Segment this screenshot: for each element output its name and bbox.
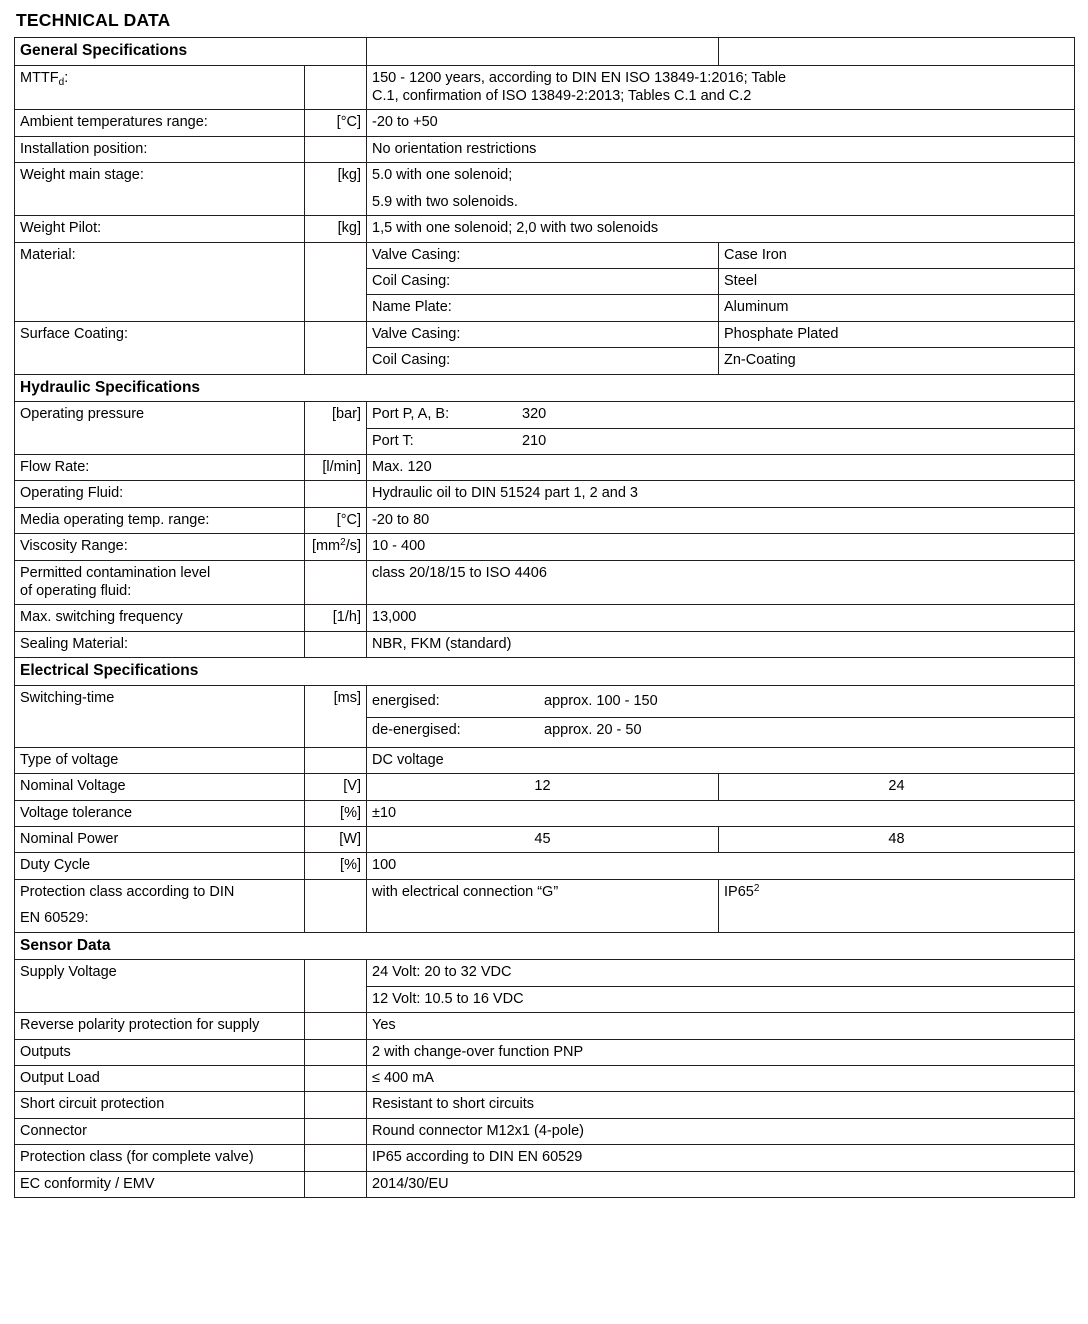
table-row xyxy=(15,1039,1075,1065)
switching-time-name-1: de-energised: xyxy=(372,722,461,739)
row-value-voltage-type: DC voltage xyxy=(367,747,1075,773)
table-row xyxy=(15,136,1075,162)
table-row xyxy=(15,242,1075,268)
table-row xyxy=(15,1118,1075,1144)
table-row xyxy=(15,685,1075,717)
table-row xyxy=(15,507,1075,533)
table-row xyxy=(15,747,1075,773)
row-label-media-temp: Media operating temp. range: xyxy=(15,507,305,533)
section-header-row-electrical xyxy=(15,658,1075,686)
switching-time-value-0: approx. 100 - 150 xyxy=(544,692,658,709)
row-value-contamination: class 20/18/15 to ISO 4406 xyxy=(367,560,1075,605)
table-row xyxy=(15,321,1075,347)
row-unit-voltage-tolerance: [%] xyxy=(305,800,367,826)
table-row xyxy=(15,1092,1075,1118)
row-unit-protection-class xyxy=(305,879,367,932)
table-row xyxy=(15,1013,1075,1039)
row-label-nominal-voltage: Nominal Voltage xyxy=(15,774,305,800)
section-header-spacer-2 xyxy=(719,38,1075,66)
row-label-nominal-power: Nominal Power xyxy=(15,826,305,852)
technical-data-table xyxy=(14,37,1075,1198)
section-header-row-sensor xyxy=(15,932,1075,960)
row-label-output-load: Output Load xyxy=(15,1065,305,1091)
row-value-ambient: -20 to +50 xyxy=(367,110,1075,136)
section-header-spacer-1 xyxy=(367,38,719,66)
row-unit-viscosity xyxy=(305,534,367,560)
mttfd-value-line2: C.1, confirmation of ISO 13849-2:2013; Tables C.1 and C.2 xyxy=(372,88,752,105)
row-unit-ec-conformity xyxy=(305,1171,367,1197)
row-value-installation: No orientation restrictions xyxy=(367,136,1075,162)
table-row xyxy=(15,455,1075,481)
surface-item-value-0: Phosphate Plated xyxy=(719,321,1075,347)
section-heading-electrical: Electrical Specifications xyxy=(15,658,1075,686)
row-value-ec-conformity: 2014/30/EU xyxy=(367,1171,1075,1197)
row-value-reverse-polarity: Yes xyxy=(367,1013,1075,1039)
contamination-label-line2: of operating fluid: xyxy=(20,583,132,600)
row-label-weight-pilot: Weight Pilot: xyxy=(15,216,305,242)
section-heading-sensor: Sensor Data xyxy=(15,932,1075,960)
table-row xyxy=(15,960,1075,986)
row-value-short-circuit: Resistant to short circuits xyxy=(367,1092,1075,1118)
table-row xyxy=(15,1171,1075,1197)
row-value-supply-voltage-24: 24 Volt: 20 to 32 VDC xyxy=(367,960,1075,986)
row-label-weight-main: Weight main stage: xyxy=(15,163,305,216)
protection-class-label-line1: Protection class according to DIN xyxy=(20,883,235,900)
row-value-output-load: ≤ 400 mA xyxy=(367,1065,1075,1091)
operating-pressure-item-0 xyxy=(367,402,1075,428)
row-unit-voltage-type xyxy=(305,747,367,773)
row-unit-mttfd xyxy=(305,65,367,110)
row-unit-operating-pressure: [bar] xyxy=(305,402,367,455)
row-label-voltage-type: Type of voltage xyxy=(15,747,305,773)
row-label-supply-voltage: Supply Voltage xyxy=(15,960,305,1013)
protection-rating-footnote: 2 xyxy=(753,882,760,894)
row-value-mttfd xyxy=(367,65,1075,110)
row-unit-flow-rate: [l/min] xyxy=(305,455,367,481)
row-label-ec-conformity: EC conformity / EMV xyxy=(15,1171,305,1197)
row-unit-short-circuit xyxy=(305,1092,367,1118)
page-title: TECHNICAL DATA xyxy=(16,10,171,30)
table-row xyxy=(15,163,1075,216)
row-label-mttfd xyxy=(15,65,305,110)
viscosity-unit-pre: [mm xyxy=(311,538,341,555)
switching-time-item-0 xyxy=(367,685,1075,717)
material-item-name-1: Coil Casing: xyxy=(367,268,719,294)
row-unit-connector xyxy=(305,1118,367,1144)
material-item-name-2: Name Plate: xyxy=(367,295,719,321)
row-unit-installation xyxy=(305,136,367,162)
row-unit-reverse-polarity xyxy=(305,1013,367,1039)
row-unit-nominal-power: [W] xyxy=(305,826,367,852)
section-header-row-general xyxy=(15,38,1075,66)
row-value-viscosity: 10 - 400 xyxy=(367,534,1075,560)
row-value-flow-rate: Max. 120 xyxy=(367,455,1075,481)
table-row xyxy=(15,65,1075,110)
table-row xyxy=(15,1145,1075,1171)
surface-item-value-1: Zn-Coating xyxy=(719,348,1075,374)
row-value-switching-freq: 13,000 xyxy=(367,605,1075,631)
row-unit-nominal-voltage: [V] xyxy=(305,774,367,800)
row-label-protection-class-valve: Protection class (for complete valve) xyxy=(15,1145,305,1171)
row-label-material: Material: xyxy=(15,242,305,321)
protection-rating-text: IP65 xyxy=(724,883,754,900)
row-unit-material xyxy=(305,242,367,321)
pressure-value-0: 320 xyxy=(522,406,547,423)
mttfd-label-text: MTTF xyxy=(20,69,59,86)
material-item-value-2: Aluminum xyxy=(719,295,1075,321)
row-label-outputs: Outputs xyxy=(15,1039,305,1065)
protection-class-label-line2: EN 60529: xyxy=(20,910,89,927)
table-row xyxy=(15,800,1075,826)
row-unit-weight-main: [kg] xyxy=(305,163,367,216)
row-unit-operating-fluid xyxy=(305,481,367,507)
row-value-nominal-power-45: 45 xyxy=(367,826,719,852)
mttfd-label-suffix: : xyxy=(64,69,69,86)
table-row xyxy=(15,560,1075,605)
table-row xyxy=(15,216,1075,242)
pressure-name-1: Port T: xyxy=(372,432,414,449)
pressure-value-1: 210 xyxy=(522,432,547,449)
row-value-outputs: 2 with change-over function PNP xyxy=(367,1039,1075,1065)
row-value-nominal-power-48: 48 xyxy=(719,826,1075,852)
row-unit-contamination xyxy=(305,560,367,605)
row-unit-outputs xyxy=(305,1039,367,1065)
viscosity-unit-sup: 2 xyxy=(340,537,346,549)
table-row xyxy=(15,879,1075,932)
row-unit-media-temp: [°C] xyxy=(305,507,367,533)
row-label-reverse-polarity: Reverse polarity protection for supply xyxy=(15,1013,305,1039)
table-row xyxy=(15,605,1075,631)
row-label-voltage-tolerance: Voltage tolerance xyxy=(15,800,305,826)
row-label-operating-fluid: Operating Fluid: xyxy=(15,481,305,507)
table-row xyxy=(15,631,1075,657)
row-label-short-circuit: Short circuit protection xyxy=(15,1092,305,1118)
row-label-ambient: Ambient temperatures range: xyxy=(15,110,305,136)
row-value-connector: Round connector M12x1 (4-pole) xyxy=(367,1118,1075,1144)
row-unit-output-load xyxy=(305,1065,367,1091)
row-label-protection-class xyxy=(15,879,305,932)
table-row xyxy=(15,774,1075,800)
row-label-sealing: Sealing Material: xyxy=(15,631,305,657)
section-heading-hydraulic: Hydraulic Specifications xyxy=(15,374,1075,402)
row-value-protection-rating xyxy=(719,879,1075,932)
row-value-sealing: NBR, FKM (standard) xyxy=(367,631,1075,657)
row-label-flow-rate: Flow Rate: xyxy=(15,455,305,481)
row-label-duty-cycle: Duty Cycle xyxy=(15,853,305,879)
switching-time-name-0: energised: xyxy=(372,692,440,709)
table-row xyxy=(15,1065,1075,1091)
row-unit-supply-voltage xyxy=(305,960,367,1013)
mttfd-label-sub: d xyxy=(58,76,65,88)
row-unit-switching-freq: [1/h] xyxy=(305,605,367,631)
row-unit-sealing xyxy=(305,631,367,657)
row-value-nominal-voltage-24: 24 xyxy=(719,774,1075,800)
table-row xyxy=(15,826,1075,852)
row-value-protection-class: with electrical connection “G” xyxy=(367,879,719,932)
row-value-voltage-tolerance: ±10 xyxy=(367,800,1075,826)
row-unit-surface-coating xyxy=(305,321,367,374)
row-unit-protection-class-valve xyxy=(305,1145,367,1171)
switching-time-value-1: approx. 20 - 50 xyxy=(544,722,642,739)
weight-main-line2: 5.9 with two solenoids. xyxy=(372,193,518,210)
row-label-switching-time: Switching-time xyxy=(15,685,305,747)
row-value-supply-voltage-12: 12 Volt: 10.5 to 16 VDC xyxy=(367,986,1075,1012)
table-row xyxy=(15,853,1075,879)
row-value-protection-class-valve: IP65 according to DIN EN 60529 xyxy=(367,1145,1075,1171)
table-row xyxy=(15,481,1075,507)
viscosity-unit-post: /s] xyxy=(345,538,361,555)
section-header-row-hydraulic xyxy=(15,374,1075,402)
row-value-weight-pilot: 1,5 with one solenoid; 2,0 with two solenoids xyxy=(367,216,1075,242)
surface-item-name-1: Coil Casing: xyxy=(367,348,719,374)
row-unit-weight-pilot: [kg] xyxy=(305,216,367,242)
mttfd-value-line1: 150 - 1200 years, according to DIN EN ISO 13849-1:2016; Table xyxy=(372,69,787,86)
weight-main-line1: 5.0 with one solenoid; xyxy=(372,167,513,184)
material-item-name-0: Valve Casing: xyxy=(367,242,719,268)
row-label-surface-coating: Surface Coating: xyxy=(15,321,305,374)
row-unit-switching-time: [ms] xyxy=(305,685,367,747)
table-row xyxy=(15,534,1075,560)
row-value-weight-main xyxy=(367,163,1075,216)
row-value-operating-fluid: Hydraulic oil to DIN 51524 part 1, 2 and 3 xyxy=(367,481,1075,507)
row-label-switching-freq: Max. switching frequency xyxy=(15,605,305,631)
contamination-label-line1: Permitted contamination level xyxy=(20,564,211,581)
surface-item-name-0: Valve Casing: xyxy=(367,321,719,347)
table-row xyxy=(15,110,1075,136)
operating-pressure-item-1 xyxy=(367,428,1075,454)
row-label-viscosity: Viscosity Range: xyxy=(15,534,305,560)
row-label-installation: Installation position: xyxy=(15,136,305,162)
row-label-connector: Connector xyxy=(15,1118,305,1144)
row-value-duty-cycle: 100 xyxy=(367,853,1075,879)
row-value-media-temp: -20 to 80 xyxy=(367,507,1075,533)
row-unit-duty-cycle: [%] xyxy=(305,853,367,879)
row-value-nominal-voltage-12: 12 xyxy=(367,774,719,800)
row-label-operating-pressure: Operating pressure xyxy=(15,402,305,455)
row-label-contamination xyxy=(15,560,305,605)
switching-time-item-1 xyxy=(367,718,1075,747)
row-unit-ambient: [°C] xyxy=(305,110,367,136)
section-heading-general: General Specifications xyxy=(15,38,367,66)
material-item-value-1: Steel xyxy=(719,268,1075,294)
table-row xyxy=(15,402,1075,428)
material-item-value-0: Case Iron xyxy=(719,242,1075,268)
pressure-name-0: Port P, A, B: xyxy=(372,406,450,423)
